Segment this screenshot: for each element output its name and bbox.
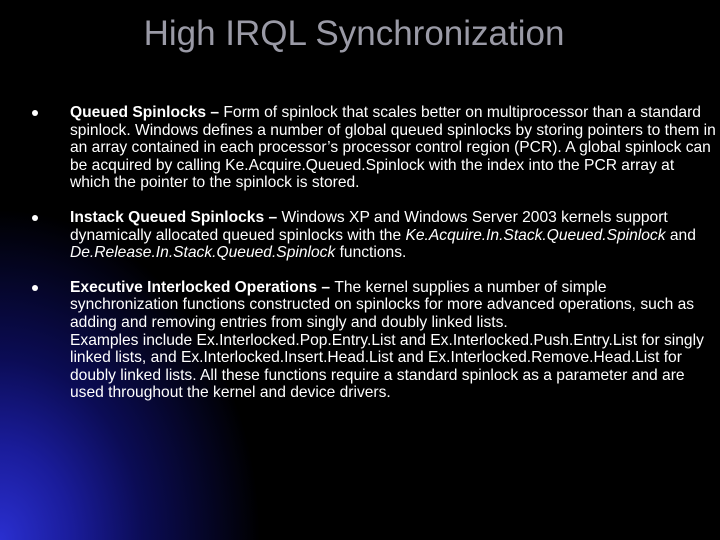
bullet-item-executive-interlocked — [30, 279, 716, 402]
bullet-dot-icon — [32, 285, 38, 291]
slide-title: High IRQL Synchronization — [143, 14, 565, 53]
bullet-separator: – — [317, 278, 335, 296]
bullet-separator: – — [264, 208, 282, 226]
bullet-term: Executive Interlocked Operations — [70, 278, 317, 296]
bullet-text: The kernel supplies a number of simple synchronization functions constructed on spinlocks for more advanced operations, such as adding and removing entries from singly and doubly linked lists. — [70, 278, 695, 331]
bullet-term: Queued Spinlocks — [70, 104, 207, 121]
bullet-item-queued-spinlocks — [30, 104, 716, 192]
bullet-text: Form of spinlock that scales better on multiprocessor than a standard spinlock. Windows defines a number of global queued spinlocks by storing pointers to them in an array contained in each processor’s processor control region (PCR). A global spinlock can be acquired by calling Ke.Acquire.Queued.Spinlock with the index into the PCR array at which the pointer to the spinlock is stored. — [70, 104, 716, 192]
bullet-text: and — [665, 226, 696, 244]
bullet-continuation-text: Examples include Ex.Interlocked.Pop.Entry.List and Ex.Interlocked.Push.Entry.List for singly linked lists, and Ex.Interlocked.Insert.Head.List and Ex.Interlocked.Remove.Head.List for doubly linked lists. All these functions require a standard spinlock as a parameter and are used throughout the kernel and device drivers. — [70, 331, 704, 402]
function-name: De.Release.In.Stack.Queued.Spinlock — [70, 244, 336, 262]
bullet-separator: – — [206, 104, 224, 121]
bullet-item-instack-queued-spinlocks — [30, 209, 716, 262]
bullet-text: functions. — [335, 244, 407, 262]
bullet-dot-icon — [32, 215, 38, 221]
function-name: Ke.Acquire.In.Stack.Queued.Spinlock — [405, 226, 666, 244]
bullet-list — [30, 104, 716, 419]
bullet-text: Windows XP and Windows Server 2003 kernels support dynamically allocated queued spinlocks with the — [70, 208, 668, 244]
bullet-term: Instack Queued Spinlocks — [70, 208, 265, 226]
bullet-dot-icon — [32, 110, 38, 116]
